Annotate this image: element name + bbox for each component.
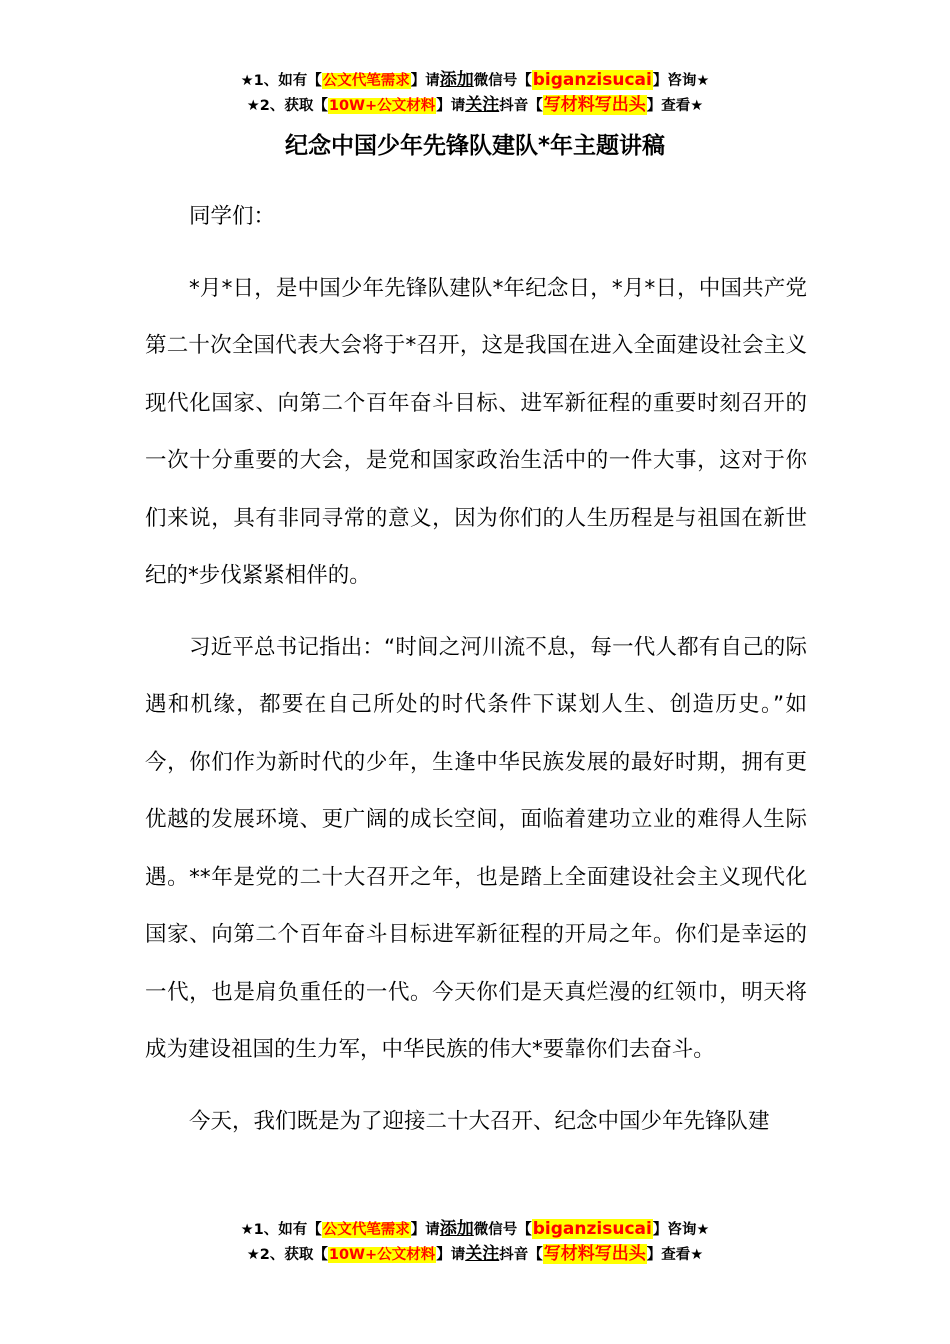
banner-douyin-id: 写材料写出头 xyxy=(543,95,646,115)
footer-banner xyxy=(0,1217,950,1267)
banner-highlight: 公文代笔需求 xyxy=(322,1222,410,1238)
banner-highlight: 公文代笔需求 xyxy=(322,73,410,89)
paragraph-2: 习近平总书记指出：“时间之河川流不息，每一代人都有自己的际遇和机缘，都要在自己所处的时代条件下谋划人生、创造历史。”如今，你们作为新时代的少年，生逢中华民族发展的最好时期，拥有更优越的发展环境、更广阔的成长空间，面临着建功立业的难得人生际遇。**年是党的二十大召开之年，也是踏上全面建设社会主义现代化国家、向第二个百年奋斗目标进军新征程的开局之年。你们是幸运的一代，也是肩负重任的一代。今天你们是天真烂漫的红领巾，明天将成为建设祖国的生力军，中华民族的伟大*要靠你们去奋斗。 xyxy=(145,634,807,1062)
salutation: 同学们： xyxy=(189,204,276,229)
banner-text: ★1、如有【 xyxy=(240,73,322,89)
banner-text: ★1、如有【 xyxy=(240,1222,322,1238)
banner-text: 】查看★ xyxy=(646,1247,704,1263)
banner-emphasis: 添加 xyxy=(439,70,474,90)
banner-text: 微信号【 xyxy=(473,1222,532,1238)
banner-emphasis: 添加 xyxy=(439,1219,474,1239)
banner-text: 】咨询★ xyxy=(652,73,710,89)
banner-text: 微信号【 xyxy=(473,73,532,89)
banner-emphasis: 关注 xyxy=(465,95,500,115)
banner-wechat-id: biganzisucai xyxy=(532,1219,652,1239)
banner-line-1 xyxy=(0,1217,950,1242)
banner-text: 】请 xyxy=(436,98,466,114)
banner-text: ★2、获取【 xyxy=(246,1247,328,1263)
banner-highlight: 10W+公文材料 xyxy=(328,98,436,114)
banner-line-1 xyxy=(0,68,950,93)
banner-highlight: 10W+公文材料 xyxy=(328,1247,436,1263)
banner-text: 抖音【 xyxy=(499,98,543,114)
banner-line-2 xyxy=(0,1242,950,1267)
banner-line-2 xyxy=(0,93,950,118)
banner-text: ★2、获取【 xyxy=(246,98,328,114)
document-body xyxy=(145,188,807,1150)
paragraph-1: *月*日，是中国少年先锋队建队*年纪念日，*月*日，中国共产党第二十次全国代表大会将于*召开，这是我国在进入全面建设社会主义现代化国家、向第二个百年奋斗目标、进军新征程的重要时刻召开的一次十分重要的大会，是党和国家政治生活中的一件大事，这对于你们来说，具有非同寻常的意义，因为你们的人生历程是与祖国在新世纪的*步伐紧紧相伴的。 xyxy=(145,275,807,588)
banner-text: 】请 xyxy=(410,73,440,89)
banner-text: 】请 xyxy=(436,1247,466,1263)
document-title: 纪念中国少年先锋队建队*年主题讲稿 xyxy=(284,133,666,159)
banner-text: 抖音【 xyxy=(499,1247,543,1263)
banner-text: 】咨询★ xyxy=(652,1222,710,1238)
banner-emphasis: 关注 xyxy=(465,1244,500,1264)
header-banner xyxy=(0,68,950,118)
banner-text: 】请 xyxy=(410,1222,440,1238)
banner-text: 】查看★ xyxy=(646,98,704,114)
paragraph-3: 今天，我们既是为了迎接二十大召开、纪念中国少年先锋队建 xyxy=(189,1108,770,1134)
banner-wechat-id: biganzisucai xyxy=(532,70,652,90)
banner-douyin-id: 写材料写出头 xyxy=(543,1244,646,1264)
